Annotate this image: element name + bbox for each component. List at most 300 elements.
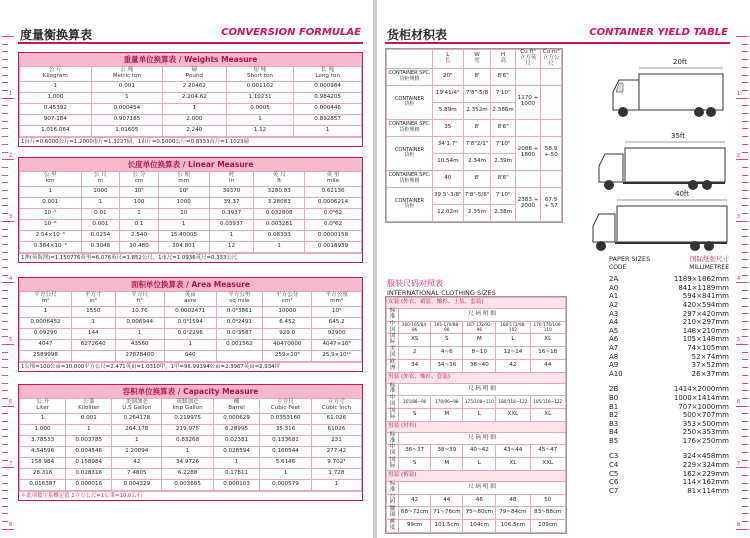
table-cell: 1000	[158, 198, 209, 209]
subheader-row	[387, 481, 566, 494]
table-cell: 0.028316	[66, 469, 112, 480]
paper-dim: 37×52mm	[691, 361, 729, 370]
detail-label: 尺 码 明 细	[399, 309, 566, 322]
table-cell: 0.001	[20, 198, 82, 209]
header-en: ft	[277, 178, 282, 184]
size-cell: 167-172/92-96	[463, 321, 496, 334]
table-cell: 0.000984	[294, 82, 362, 93]
paper-code: 2A	[609, 275, 619, 284]
ruler-tick	[742, 521, 748, 522]
ruler-tick	[742, 121, 748, 122]
container-en: CONTAINER	[394, 197, 425, 204]
table-cell: 0.3048	[81, 242, 120, 253]
ruler-tick	[2, 436, 8, 437]
table-cell: 0.004329	[112, 480, 162, 491]
table-cell: 0.3937	[209, 209, 254, 220]
size-row	[387, 321, 566, 334]
dim-m: 2.386m	[491, 102, 515, 119]
paper-row	[609, 394, 729, 403]
ruler-tick	[742, 90, 748, 91]
capacity-note: ＊此项数字系概定值 1立方公尺=1公秉=10.0公石	[19, 491, 362, 500]
header-en: Barrel	[228, 405, 245, 411]
column-header	[294, 67, 362, 82]
paper-row	[609, 318, 729, 327]
region-label: 欧洲	[387, 359, 399, 372]
left-header	[18, 24, 363, 44]
paper-dim: 1000×1414mm	[673, 393, 729, 402]
header-en: Cu ft³	[520, 49, 536, 55]
ruler-tick	[2, 506, 8, 507]
size-cell: 44	[431, 494, 463, 507]
subheader-row	[387, 309, 566, 322]
table-cell: 1	[20, 187, 82, 198]
table-cell: 158.984	[20, 458, 66, 469]
dim-ft: 34'1.7"	[433, 136, 464, 153]
paper-b-series	[609, 385, 729, 445]
table-cell: 0.08333	[254, 231, 305, 242]
spec-dim: 8'	[463, 68, 491, 85]
size-row	[387, 359, 566, 372]
table-cell: 1	[226, 115, 294, 126]
ruler-tick	[736, 36, 748, 37]
clothing-title-en: INTERNATIONAL CLOTHING SIZES	[387, 289, 496, 297]
ruler-tick	[2, 90, 8, 91]
header-en: Long ton	[315, 73, 340, 79]
section-title: 女装 (外衣、裙装、恤衫、上装、套装)	[387, 298, 566, 309]
ruler-tick	[2, 51, 8, 52]
table-cell: 10⁻⁵	[20, 209, 82, 220]
ruler-tick	[742, 429, 748, 430]
table-row	[20, 93, 362, 104]
ruler-tick	[742, 375, 748, 376]
spec-zh: 货柜规格	[399, 177, 420, 184]
ruler-tick	[2, 190, 8, 191]
size-cell: 40~42	[463, 445, 496, 458]
spec-zh: 货柜规格	[399, 75, 420, 82]
table-cell: 2,000	[163, 115, 227, 126]
paper-row	[609, 284, 729, 293]
ruler-tick	[2, 329, 8, 330]
ruler-tick	[2, 467, 14, 468]
region-label: 中国	[387, 396, 399, 409]
size-cell: 50	[530, 494, 566, 507]
ruler-tick	[2, 136, 8, 137]
paper-dim: 324×458mm	[682, 452, 729, 461]
detail-label: 尺 码 明 细	[399, 481, 566, 494]
table-cell: 42	[112, 458, 162, 469]
detail-label: 尺 码 明 细	[399, 383, 566, 396]
table-cell: 5.6146	[260, 458, 312, 469]
region-label: 腰围	[387, 507, 399, 520]
paper-row	[609, 461, 729, 470]
clothing-title	[387, 278, 496, 297]
ruler-tick	[2, 144, 8, 145]
table-cell: 1	[162, 447, 214, 458]
ruler-number: 5	[9, 337, 13, 344]
table-cell: 0.17811	[213, 469, 259, 480]
table-cell: 0.160544	[260, 447, 312, 458]
subheader-row	[387, 432, 566, 445]
table-cell: 0.907185	[91, 115, 162, 126]
column-header	[541, 50, 562, 69]
column-header	[20, 399, 66, 414]
table-row	[20, 480, 362, 491]
header-zh: 长 吨	[321, 67, 335, 74]
ruler-tick	[736, 406, 748, 407]
header-zh: 宽	[474, 57, 480, 64]
cuft-value: 1170 + 1000	[515, 85, 540, 119]
table-cell: 1	[164, 340, 216, 351]
ruler-tick	[742, 513, 748, 514]
header-zh: 立方尺	[277, 399, 294, 406]
spec-dim: 20"	[433, 68, 464, 85]
detail-label: 尺 码 明 细	[399, 432, 566, 445]
table-row	[20, 231, 362, 242]
size-cell: 185/118~122	[530, 396, 566, 409]
size-cell: 48	[496, 494, 530, 507]
header-row	[20, 67, 362, 82]
paper-row	[609, 335, 729, 344]
size-cell: 43~44	[496, 445, 530, 458]
column-header	[254, 172, 305, 187]
ruler-tick	[742, 205, 748, 206]
table-cell: 6.2288	[162, 469, 214, 480]
size-row	[387, 520, 566, 533]
table-cell: 10⁶	[312, 307, 362, 318]
paper-row	[609, 452, 729, 461]
size-cell: 45~47	[530, 445, 566, 458]
paper-code: C3	[609, 452, 619, 461]
ruler-tick	[742, 290, 748, 291]
size-cell: 104cm	[463, 520, 496, 533]
paper-subhead	[609, 264, 729, 273]
paper-code: C6	[609, 478, 619, 487]
spec-en: CONTAINER SPC.	[388, 172, 431, 179]
table-cell: 35.316	[260, 425, 312, 436]
table-cell	[216, 351, 262, 362]
table-cell: 0.000579	[260, 480, 312, 491]
table-cell: 2.54×10⁻⁵	[20, 231, 82, 242]
ruler-tick	[742, 421, 748, 422]
paper-row	[609, 420, 729, 429]
paper-unit-label: MILLIMETREE	[689, 263, 729, 271]
ruler-tick	[736, 221, 748, 222]
paper-dim: 297×420mm	[682, 309, 729, 318]
header-en: m²	[41, 298, 50, 304]
table-row	[20, 307, 362, 318]
header-zh: 公 分	[132, 172, 146, 179]
paper-row	[609, 275, 729, 284]
ruler-tick	[2, 421, 8, 422]
column-header	[216, 292, 262, 307]
ruler-tick	[2, 475, 8, 476]
ruler-tick	[2, 375, 8, 376]
table-cell: 1	[66, 425, 112, 436]
spec-dim: 8'	[463, 119, 491, 136]
header-en: Cubic Feet	[270, 405, 301, 411]
container-en: CONTAINER	[394, 146, 425, 153]
header-zh: 英制加仑	[176, 399, 199, 406]
table-cell: 144	[71, 329, 115, 340]
header-zh: 短 吨	[253, 67, 267, 74]
header-row	[387, 50, 562, 69]
ruler-tick	[742, 152, 748, 153]
header-en: in²	[89, 298, 97, 304]
header-en: cm²	[281, 298, 293, 304]
table-cell: 0.016387	[20, 480, 66, 491]
table-cell: 2.540	[120, 231, 159, 242]
header-en: Pound	[185, 73, 203, 79]
header-zh: 公 升	[36, 399, 50, 406]
ruler-number: 7	[736, 460, 740, 467]
table-cell: 1	[209, 231, 254, 242]
ruler-number: 4	[9, 275, 13, 282]
std-label: 标 准	[387, 432, 399, 445]
column-header	[66, 399, 112, 414]
table-cell: 0.000454	[91, 104, 162, 115]
paper-code: B4	[609, 428, 619, 437]
dim-m: 10.54m	[433, 153, 464, 170]
ruler-tick	[2, 36, 14, 37]
table-row	[20, 126, 362, 137]
size-cell: 4~6	[431, 347, 463, 360]
paper-row	[609, 470, 729, 479]
ruler-tick	[2, 359, 8, 360]
ruler-tick	[2, 82, 8, 83]
left-ruler	[2, 36, 18, 531]
container-zh: 货柜	[404, 101, 415, 108]
table-cell: 10000	[263, 307, 312, 318]
table-cell: 0.264178	[112, 414, 162, 425]
ruler-tick	[742, 59, 748, 60]
subheader-row	[387, 383, 566, 396]
header-en: mm²	[330, 298, 344, 304]
paper-code: B2	[609, 411, 619, 420]
paper-row	[609, 292, 729, 301]
column-header	[226, 67, 294, 82]
header-zh: 平方寸	[84, 292, 102, 299]
table-cell: 25.9×10¹¹	[312, 351, 362, 362]
header-en: Liter	[36, 405, 49, 411]
section-row	[387, 298, 566, 309]
area-note: 1公顷=100公亩=10,000平方公尺=2.471英亩=1.0310甲，1甲=96.99194公亩=2.3967英亩=2,934坪	[19, 362, 362, 371]
clothing-table	[385, 296, 567, 534]
table-cell: 0.001	[81, 220, 120, 231]
table-cell: 0.03937	[209, 220, 254, 231]
right-header	[385, 24, 730, 44]
column-header	[20, 67, 92, 82]
ruler-tick	[2, 313, 8, 314]
column-header	[263, 292, 312, 307]
size-cell: XL	[496, 458, 530, 471]
truck-20ft-label: 20ft	[673, 58, 687, 66]
dim-m: 2.38m	[491, 204, 515, 221]
truck-20ft-icon	[609, 62, 727, 120]
table-cell: 1	[254, 242, 305, 253]
header-en: L	[446, 51, 450, 58]
size-cell: 175/108~110	[463, 396, 496, 409]
table-cell: 219.975	[162, 425, 214, 436]
size-cell: S	[431, 334, 463, 347]
table-cell: 1	[311, 480, 361, 491]
capacity-grid	[19, 398, 362, 491]
ruler-tick	[2, 290, 8, 291]
header-row	[20, 292, 362, 307]
size-cell: XS	[399, 334, 431, 347]
size-cell: 36~37	[399, 445, 431, 458]
table-cell: 1,016.064	[20, 126, 92, 137]
size-row	[387, 334, 566, 347]
size-cell: 170/96~98	[431, 396, 463, 409]
header-zh: 平方尺	[131, 292, 149, 299]
paper-dim: 148×210mm	[682, 326, 729, 335]
ruler-tick	[2, 267, 8, 268]
ruler-number: 3	[736, 214, 740, 221]
table-cell: 6.452	[263, 318, 312, 329]
ruler-tick	[736, 529, 748, 530]
spec-en: CONTAINER SPC.	[388, 70, 431, 77]
ruler-tick	[742, 506, 748, 507]
ruler-tick	[2, 75, 8, 76]
ruler-tick	[742, 336, 748, 337]
container-en: CONTAINER	[394, 95, 425, 102]
paper-dim: 1189×1862mm	[673, 275, 729, 284]
table-cell: 10	[158, 209, 209, 220]
size-cell: 170-176/106-110	[530, 321, 566, 334]
paper-row	[609, 478, 729, 487]
paper-code: A1	[609, 292, 619, 301]
paper-dim: 500×707mm	[682, 411, 729, 420]
column-header	[120, 172, 159, 187]
size-cell: 99cm	[399, 520, 431, 533]
table-cell: 0.0006452	[20, 318, 72, 329]
table-cell: 1.20094	[112, 447, 162, 458]
empty-cell	[541, 170, 562, 187]
ruler-tick	[742, 44, 748, 45]
ruler-tick	[742, 436, 748, 437]
column-header	[112, 399, 162, 414]
header-en: acre	[184, 298, 197, 304]
paper-code: A10	[609, 369, 623, 378]
container-label	[387, 136, 433, 170]
paper-row	[609, 487, 729, 496]
spec-dim: 8'6"	[491, 68, 515, 85]
paper-dim: 26×37mm	[691, 369, 729, 378]
ruler-tick	[742, 128, 748, 129]
paper-row	[609, 428, 729, 437]
ruler-tick	[742, 483, 748, 484]
header-en: Imp Gallon	[172, 405, 203, 411]
size-row	[387, 458, 566, 471]
ruler-tick	[2, 521, 8, 522]
table-cell: 0.0⁷3587	[216, 329, 262, 340]
paper-code: C7	[609, 486, 619, 495]
region-label: 尺 码	[387, 494, 399, 507]
ruler-tick	[2, 121, 8, 122]
table-row	[20, 242, 362, 253]
table-cell: 39.37	[209, 198, 254, 209]
paper-code: A7	[609, 343, 619, 352]
table-cell: 39370	[209, 187, 254, 198]
table-row	[20, 469, 362, 480]
header-en: Cubic Inch	[321, 405, 352, 411]
column-header	[158, 172, 209, 187]
ruler-tick	[742, 213, 748, 214]
paper-a-series	[609, 275, 729, 378]
ruler-tick	[742, 460, 748, 461]
table-row	[20, 209, 362, 220]
ruler-tick	[742, 144, 748, 145]
ruler-tick	[2, 182, 8, 183]
empty-cell	[515, 68, 540, 85]
cum-value: 58.9 + 50	[541, 136, 562, 170]
header-en: Cu m³	[542, 49, 560, 55]
section-title: 男装 (裤装)	[387, 470, 566, 481]
ruler-tick	[2, 252, 8, 253]
paper-row	[609, 361, 729, 370]
paper-dim: 250×353mm	[682, 428, 729, 437]
ruler-tick	[742, 259, 748, 260]
spec-row	[387, 68, 562, 85]
table-cell: 0.0002471	[164, 307, 216, 318]
ruler-tick	[742, 82, 748, 83]
table-cell: 0.0⁶3861	[216, 307, 262, 318]
ruler-tick	[2, 229, 8, 230]
region-label: 中国	[387, 445, 399, 458]
paper-dim: 176×250mm	[682, 436, 729, 445]
table-cell: 0.001102	[226, 82, 294, 93]
column-header	[164, 292, 216, 307]
ruler-tick	[2, 513, 8, 514]
ruler-tick	[736, 344, 748, 345]
size-cell: 109cm	[530, 520, 566, 533]
table-cell: 15.40005	[158, 231, 209, 242]
table-cell: 0.02381	[213, 436, 259, 447]
truck-35ft	[597, 132, 727, 192]
header-en: ft²	[136, 298, 143, 304]
capacity-title: 容积单位换算表 / Capacity Measure	[19, 385, 362, 398]
paper-row	[609, 403, 729, 412]
region-label: 美国	[387, 347, 399, 360]
section-row	[387, 421, 566, 432]
table-cell: 0.0005	[226, 104, 294, 115]
clothing-title-zh: 服装尺码对照表	[387, 279, 443, 288]
ruler-tick	[742, 275, 748, 276]
dim-ft: 7'8"2/1"	[463, 136, 491, 153]
size-cell: 83~88cm	[530, 507, 566, 520]
table-cell: 0.000016	[66, 480, 112, 491]
weights-table	[18, 52, 363, 147]
size-cell: S	[399, 458, 431, 471]
ruler-tick	[2, 67, 8, 68]
size-cell: 180/118~122	[496, 396, 530, 409]
header-en: m	[97, 178, 104, 184]
spec-label	[387, 170, 433, 187]
paper-code-label: CODE	[609, 263, 627, 271]
ruler-tick	[742, 329, 748, 330]
ruler-tick	[2, 398, 8, 399]
table-cell: 1.01605	[91, 126, 162, 137]
column-header	[260, 399, 312, 414]
column-header	[491, 50, 515, 69]
ruler-tick	[742, 313, 748, 314]
ruler-tick	[742, 167, 748, 168]
table-row	[20, 425, 362, 436]
ruler-tick	[742, 498, 748, 499]
paper-dim: 74×105mm	[687, 343, 729, 352]
column-header	[515, 50, 540, 69]
spec-row	[387, 170, 562, 187]
